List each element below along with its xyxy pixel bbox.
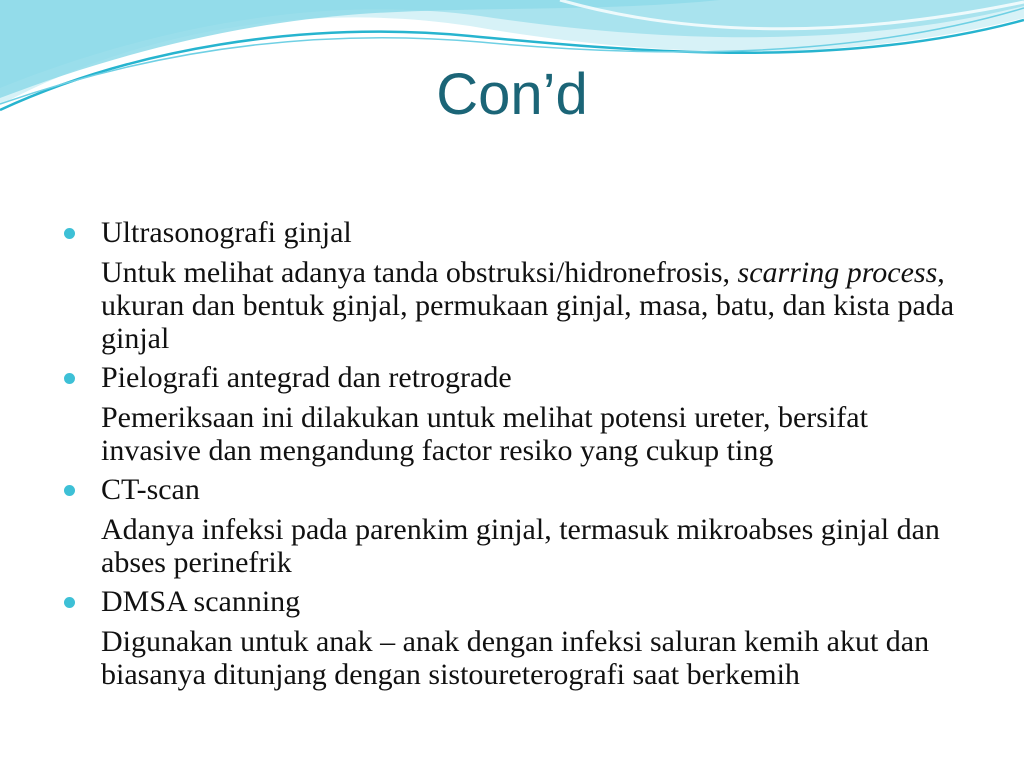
slide-content: [62, 216, 962, 697]
bullet-heading: Pielografi antegrad dan retrograde: [101, 361, 512, 394]
desc-italic-text: scarring process: [737, 256, 938, 289]
bullet-heading: CT-scan: [101, 473, 200, 506]
bullet-item: [62, 473, 962, 507]
bullet-item: [62, 216, 962, 250]
slide-title: Con’d: [436, 62, 588, 127]
bullet-description: Digunakan untuk anak – anak dengan infeksi saluran kemih akut dan biasanya ditunjang dengan sistoureterografi saat berkemih: [101, 625, 930, 691]
bullet-description: [62, 256, 962, 355]
bullet-item: [62, 361, 962, 395]
desc-text: Untuk melihat adanya tanda obstruksi/hidronefrosis,: [101, 256, 738, 289]
bullet-dot-icon: [64, 373, 75, 384]
bullet-dot-icon: [64, 485, 75, 496]
bullet-description: Pemeriksaan ini dilakukan untuk melihat potensi ureter, bersifat invasive dan mengandung factor resiko yang cukup ting: [101, 401, 868, 467]
desc-text: , ukuran dan bentuk ginjal, permukaan ginjal, masa, batu, dan kista pada ginjal: [101, 256, 955, 355]
bullet-dot-icon: [64, 597, 75, 608]
bullet-heading: Ultrasonografi ginjal: [101, 216, 352, 249]
bullet-description: Adanya infeksi pada parenkim ginjal, termasuk mikroabses ginjal dan abses perinefrik: [101, 513, 940, 579]
bullet-item: [62, 585, 962, 619]
bullet-dot-icon: [64, 228, 75, 239]
bullet-heading: DMSA scanning: [101, 585, 301, 618]
